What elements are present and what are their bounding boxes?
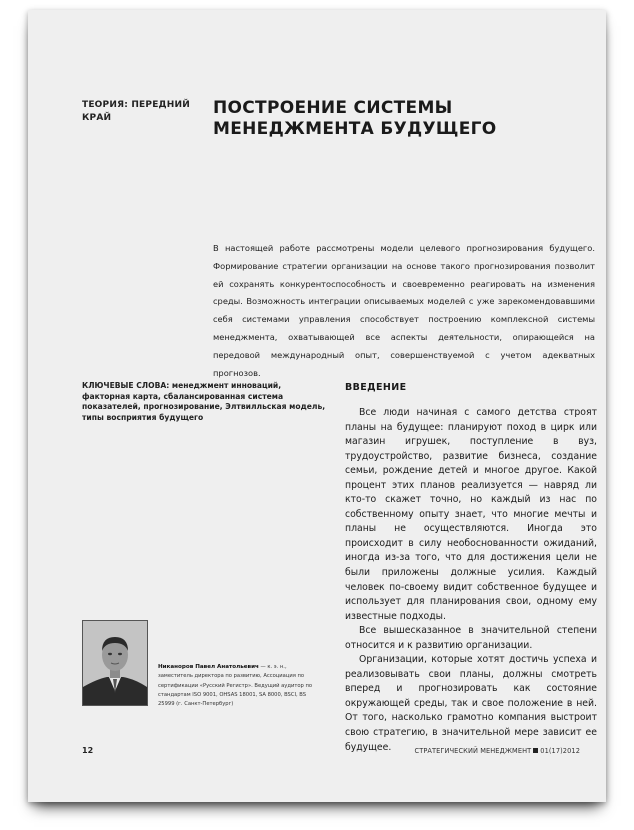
author-portrait-icon <box>83 621 147 705</box>
body-paragraph: Организации, которые хотят достичь успеха и реализовывать свои планы, должны смотреть вперед и прогнозировать как состояние окружающей среды, так и свое положение в ней. От того, насколько грамотно компания выстроит свою стратегию, в значительной мере зависит ее будущее. <box>345 654 597 753</box>
article-title: ПОСТРОЕНИЕ СИСТЕМЫ МЕНЕДЖМЕНТА БУДУЩЕГО <box>213 98 497 139</box>
journal-page <box>28 10 606 802</box>
square-icon <box>533 748 538 753</box>
journal-name: СТРАТЕГИЧЕСКИЙ МЕНЕДЖМЕНТ <box>414 747 532 755</box>
author-info <box>158 663 323 709</box>
article-body <box>345 406 597 755</box>
author-name: Никаноров Павел Анатольевич <box>158 664 259 670</box>
body-paragraph: Все люди начиная с самого детства строят планы на будущее: планируют поход в цирк или магазин игрушек, поступление в вуз, трудоустройство, развитие бизнеса, создание семьи, рождение детей и многое другое. Какой процент этих планов реализуется — навряд ли кто-то скажет точно, но каждый из нас по собственному опыту знает, что многие мечты и планы не осуществляются. Иногда это происходит в силу необоснованности ожиданий, иногда из-за того, что для достижения цели не были приложены должные усилия. Каждый человек по-своему видит собственное будущее и использует для планирования свои, одному ему известные подходы. <box>345 407 597 622</box>
journal-issue: 01(17)2012 <box>540 747 580 755</box>
article-abstract: В настоящей работе рассмотрены модели целевого прогнозирования будущего. Формирование стратегии организации на основе такого прогнозирования позволит ей сохранять конкурентоспособность и своевременно реагировать на изменения среды. Возможность интеграции описываемых моделей с уже зарекомендовавшими себя системами управления способствует построению комплексной системы менеджмента, охватывающей все аспекты деятельности, опирающейся на передовой международный опыт, совершенствуемой с учетом адекватных прогнозов. <box>213 243 595 378</box>
section-heading-introduction: ВВЕДЕНИЕ <box>345 382 407 393</box>
journal-footer <box>415 747 581 755</box>
author-photo <box>82 620 148 706</box>
author-bio: — к. э. н., заместитель директора по развитию, Ассоциация по сертификации «Русский Регистр». Ведущий аудитор по стандартам ISO 9001, OHSAS 18001, SA 8000, BSCI, BS 25999 (г. Санкт-Петербург) <box>158 664 313 708</box>
body-paragraph: Все вышесказанное в значительной степени относится и к развитию организации. <box>345 625 597 651</box>
section-rubric: ТЕОРИЯ: ПЕРЕДНИЙ КРАЙ <box>82 100 190 123</box>
page-number: 12 <box>82 746 94 755</box>
keywords: КЛЮЧЕВЫЕ СЛОВА: менеджмент инноваций, факторная карта, сбалансированная система показателей, прогнозирование, Элтвилльская модель, типы восприятия будущего <box>82 381 326 422</box>
